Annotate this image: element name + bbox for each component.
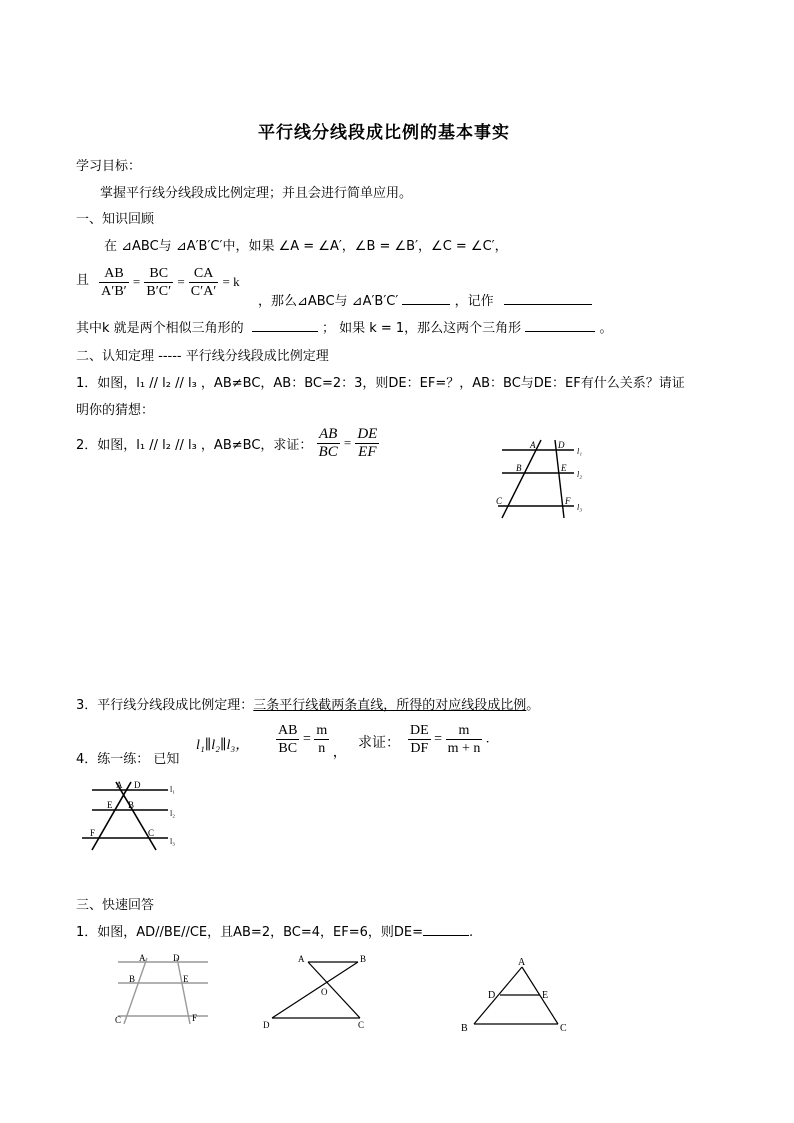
- goals-text: 掌握平行线分线段成比例定理；并且会进行简单应用。: [100, 186, 413, 201]
- fig2-label-f: F: [90, 828, 96, 838]
- fig1-label-l3: l₃: [577, 503, 583, 512]
- fraction-ab-den: A′B′: [101, 284, 127, 299]
- fig2-label-l1: l₁: [170, 785, 176, 794]
- blank-notation[interactable]: [504, 303, 592, 305]
- quick-q1-line: [76, 921, 473, 940]
- q4-fraction-prove: [408, 722, 489, 757]
- fig4-label-b: B: [360, 954, 367, 964]
- line3a-text: 其中k 就是两个相似三角形的: [76, 321, 244, 336]
- fig2-label-c: C: [148, 828, 155, 838]
- line3c-text: 。: [599, 321, 613, 336]
- q4-fraction-ab-bc-den: BC: [278, 741, 298, 756]
- fig1-label-b: B: [516, 463, 522, 473]
- q2-eq-sign: =: [343, 435, 352, 450]
- fig1-label-l2: l₂: [577, 470, 583, 479]
- fig4-label-o: O: [321, 987, 328, 997]
- fig2-label-e: E: [107, 800, 113, 810]
- quick-q1-end: .: [469, 925, 474, 940]
- eq-sign-2: =: [177, 274, 185, 289]
- q2-fraction-de-ef-num: DE: [357, 426, 378, 442]
- blank-similar[interactable]: [402, 303, 450, 305]
- q4-fraction-m-mn-num: m: [446, 722, 483, 740]
- fig4-label-d: D: [263, 1020, 270, 1030]
- q4-fraction-m-mn: [446, 722, 483, 757]
- blank-de[interactable]: [423, 934, 469, 936]
- q4-fraction-de-df: [408, 722, 431, 757]
- review-line1: 在 ⊿ABC与 ⊿A′B′C′中，如果 ∠A = ∠A′，∠B = ∠B′，∠C = ∠C′，: [104, 239, 508, 254]
- theorem-heading: 二、认知定理 ----- 平行线分线段成比例定理: [76, 349, 329, 364]
- k-value: = k: [222, 274, 240, 289]
- fraction-ab: [99, 265, 129, 300]
- fig4-label-c: C: [358, 1020, 365, 1030]
- fig2-label-b: B: [128, 800, 135, 810]
- fig5-label-b: B: [461, 1023, 468, 1034]
- fig3-label-f: F: [192, 1013, 198, 1023]
- figure-parallel-lines-1: [494, 436, 590, 522]
- q4-fraction-m-n: [314, 722, 329, 757]
- blank-ratio[interactable]: [252, 330, 318, 332]
- q2-fraction-ab-bc: [317, 426, 340, 461]
- figure-parallel-lines-2: [78, 778, 184, 852]
- q4-eq-sign-1: =: [302, 731, 311, 747]
- q3-end: 。: [526, 698, 540, 713]
- review-ratio-line: [76, 262, 240, 302]
- q4-fraction-ab-bc: [276, 722, 299, 757]
- fig3-label-b: B: [129, 974, 136, 984]
- eq-sign-1: =: [132, 274, 141, 289]
- q4-fraction-de-df-den: DF: [410, 741, 429, 756]
- q3-statement: 三条平行线截两条直线，所得的对应线段成比例: [253, 698, 527, 713]
- review-then-line: [258, 290, 592, 309]
- fig1-label-f: F: [565, 496, 571, 506]
- fig1-label-e: E: [561, 463, 567, 473]
- q2-prefix: 2．如图，l₁ // l₂ // l₃ ，AB≠BC，求证：: [76, 438, 313, 453]
- fraction-ca-num: CA: [189, 265, 219, 283]
- review-heading: 一、知识回顾: [76, 212, 155, 227]
- q4-eq-sign-2: =: [434, 731, 443, 747]
- figure-triangle-midline: [456, 954, 572, 1036]
- fig1-label-l1: l₁: [577, 447, 583, 456]
- qie-text: 且: [76, 273, 90, 288]
- goals-heading: 学习目标：: [76, 159, 142, 174]
- q2-fraction-ab-bc-den: BC: [318, 444, 338, 460]
- q4-fraction-ab-bc-num: AB: [278, 723, 298, 738]
- fig1-label-d: D: [558, 440, 565, 450]
- fig1-label-c: C: [496, 496, 503, 506]
- fraction-ab-num: AB: [99, 265, 129, 283]
- fig3-label-a: A: [139, 953, 146, 963]
- blank-congruent[interactable]: [525, 330, 595, 332]
- fraction-ca-den: C′A′: [190, 284, 217, 299]
- q4-fraction-m-mn-den: m + n: [447, 741, 481, 756]
- figure-hourglass: [260, 950, 372, 1032]
- q4-dot: .: [485, 731, 490, 747]
- fraction-bc-num: BC: [144, 265, 173, 283]
- q4-lines: l₁∥l₂∥l₃，: [196, 738, 250, 753]
- fig5-label-e: E: [542, 990, 549, 1001]
- q1-line2: 明你的猜想：: [76, 403, 155, 418]
- q4-prefix: 4．练一练： 已知: [76, 752, 180, 767]
- q4-fraction-de-df-num: DE: [410, 723, 429, 738]
- q4-fraction-m-n-den: n: [318, 741, 326, 756]
- quick-q1-text: 1．如图，AD//BE//CE，且AB=2，BC=4，EF=6，则DE=: [76, 925, 423, 940]
- fig3-label-e: E: [183, 974, 189, 984]
- fig3-label-d: D: [173, 953, 180, 963]
- q4-fraction-m-n-num: m: [316, 723, 328, 738]
- fig5-label-a: A: [518, 957, 526, 968]
- fig2-label-d: D: [134, 780, 141, 790]
- fig5-label-c: C: [560, 1023, 567, 1034]
- quick-heading: 三、快速回答: [76, 898, 155, 913]
- q2-line: [76, 426, 379, 466]
- page-title: 平行线分线段成比例的基本事实: [258, 123, 510, 143]
- record-text: ，记作: [454, 294, 494, 309]
- q2-fraction-de-ef: [355, 426, 379, 461]
- fraction-bc-den: B′C′: [146, 284, 172, 299]
- line3b-text: ； 如果 k = 1，那么这两个三角形: [321, 321, 522, 336]
- fig2-label-a: A: [116, 780, 123, 790]
- figure-trapezoid-parallels: [110, 950, 210, 1028]
- fig2-label-l2: l₂: [170, 809, 176, 818]
- review-line3: [76, 317, 612, 336]
- fig2-label-l3: l₃: [170, 837, 176, 846]
- fig3-label-c: C: [115, 1015, 122, 1025]
- q3-line: [76, 694, 539, 713]
- q4-fraction-given: [276, 722, 347, 762]
- fig5-label-d: D: [488, 990, 496, 1001]
- fig4-label-a: A: [298, 954, 305, 964]
- q4-comma: ，: [332, 745, 347, 761]
- then-text: ，那么⊿ABC与 ⊿A′B′C′: [258, 294, 399, 309]
- q2-fraction-ab-bc-num: AB: [317, 426, 340, 444]
- q1-line1: 1．如图，l₁ // l₂ // l₃ ，AB≠BC，AB：BC=2：3，则DE：EF=？，AB：BC与DE：EF有什么关系？请证: [76, 376, 685, 391]
- q2-fraction-de-ef-den: EF: [358, 444, 377, 460]
- fraction-ca: [189, 265, 219, 300]
- fraction-bc: [144, 265, 173, 300]
- fig1-label-a: A: [530, 440, 536, 450]
- q4-prove: 求证：: [358, 735, 400, 751]
- q3-prefix: 3．平行线分线段成比例定理：: [76, 698, 254, 713]
